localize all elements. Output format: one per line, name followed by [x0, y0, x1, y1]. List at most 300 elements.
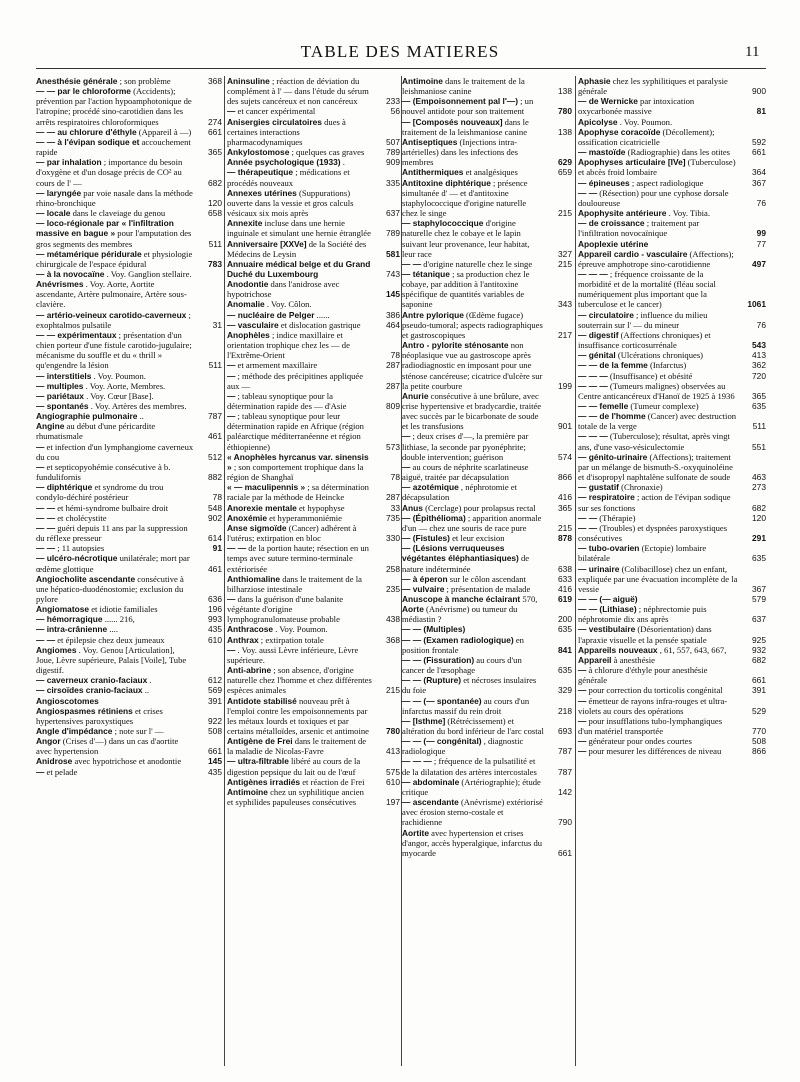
page-reference: 635 — [752, 401, 766, 411]
entry-heading: — intra-crânienne — [36, 624, 108, 635]
entry-text: et dislocation gastrique — [278, 319, 361, 330]
entry-heading: Antithermiques — [402, 167, 464, 178]
index-entry — [402, 259, 572, 269]
entry-text: ; fréquence de la pulsatilité et de la dilatation des artères intercostales — [402, 756, 537, 777]
page-reference: 199 — [558, 380, 572, 391]
entry-text: .. — [142, 685, 150, 696]
page-reference: 215 — [558, 208, 572, 219]
index-entry — [227, 624, 400, 634]
entry-heading: Annuaire médical belge et du Grand Duché du Luxembourg — [227, 258, 371, 279]
entry-heading: Aorte — [402, 604, 424, 615]
entry-text: à anesthésie — [611, 654, 655, 665]
entry-heading: — — — [36, 543, 56, 554]
entry-text: générateur pour ondes courtes — [586, 736, 692, 747]
entry-heading: — génito-urinaire — [578, 451, 648, 462]
page-title: TABLE DES MATIERES — [300, 42, 500, 61]
page-reference: 367 — [752, 177, 766, 188]
entry-text: ; présentation d'un chien porteur d'une fistule carotido-jugulaire; mécanisme du souffle et du « thrill » qu'engendre la lésion — [36, 329, 192, 371]
page-reference: 81 — [756, 106, 766, 117]
index-entry — [402, 594, 572, 604]
entry-text: et idiotie familiales — [89, 604, 158, 615]
entry-heading: — — — — [578, 268, 608, 279]
entry-text: avec hypertension et crises d'angor, accès hyperalgique, infarctus du myocarde — [402, 827, 543, 858]
entry-text: ; médications et procédés nouveaux — [227, 167, 350, 188]
index-entry — [227, 259, 400, 279]
entry-heading: — ascendante — [402, 797, 459, 808]
page-reference: 364 — [752, 167, 766, 178]
entry-heading: — — — [36, 502, 56, 513]
page-reference: 579 — [752, 593, 766, 604]
entry-text: (Œdème fugace) pseudo-tumoral; aspects radiographiques et gastroscopiques — [402, 309, 543, 340]
page-reference: 215 — [558, 258, 572, 269]
page-reference: 659 — [558, 167, 572, 178]
index-entry — [402, 117, 572, 137]
index-entry — [578, 594, 766, 604]
page-reference: 233 — [386, 96, 400, 107]
page-reference: 200 — [558, 614, 572, 625]
index-entry — [402, 574, 572, 584]
page-reference: 76 — [756, 197, 766, 208]
entry-heading: — — (— aiguë) — [578, 593, 638, 604]
entry-text: ; deux crises d'—, la première par lithiase, la seconde par pyonéphrite; double intervention; guérison — [402, 431, 529, 462]
entry-text: . Voy. Tibia. — [666, 208, 710, 219]
entry-heading: Antigène de Frei — [227, 736, 293, 747]
page-reference: 619 — [558, 593, 572, 604]
entry-heading: — — [36, 766, 45, 777]
entry-text: (Désorientation) dans l'apraxie visuelle et la pensée spatiale — [578, 624, 712, 645]
entry-text: ; réaction de déviation du complément à l' — dans l'étude du sérum des sujets cancéreux et non cancéreux — [227, 76, 369, 107]
index-entry — [36, 503, 222, 513]
entry-text: ; influence du milieu souterrain sur l' — du mineur — [578, 309, 708, 330]
page-reference: 31 — [212, 319, 222, 330]
page-reference: 463 — [752, 472, 766, 483]
entry-text: (Tumeur complexe) — [628, 401, 699, 411]
index-entry — [227, 106, 400, 116]
index-entry — [227, 594, 400, 624]
page-reference: 661 — [752, 147, 766, 158]
entry-text: dans le claveiage du genou — [70, 208, 166, 219]
page-reference: 682 — [752, 654, 766, 665]
entry-heading: — — [36, 441, 45, 452]
entry-heading: — digestif — [578, 329, 619, 340]
entry-text: et hypophyse — [296, 502, 345, 513]
page-reference: 882 — [208, 472, 222, 483]
index-entry — [402, 391, 572, 432]
entry-text: et septicopyohémie consécutive à b. fundulifornis — [36, 461, 171, 483]
index-entry — [578, 685, 766, 695]
page-reference: 461 — [208, 563, 222, 574]
page-reference: 551 — [752, 441, 766, 452]
entry-heading: — ulcéro-nécrotique — [36, 553, 118, 564]
page-reference: 581 — [386, 248, 400, 259]
entry-heading: Anidrose — [36, 756, 73, 767]
index-entry — [36, 411, 222, 421]
index-column-4 — [578, 76, 766, 1066]
entry-heading: — — [402, 431, 411, 442]
entry-text: (Accidents); prévention par l'action hypoamphotonique de l'atropine; procédé sino-carotidien dans les arrêts respiratoires chloroformiques — [36, 86, 192, 127]
page-reference: 787 — [558, 766, 572, 777]
page-reference: 215 — [558, 522, 572, 533]
index-entry — [402, 340, 572, 391]
entry-text: (Troubles) et dyspnées paroxystiques consécutives — [578, 522, 728, 544]
index-entry — [36, 127, 222, 137]
entry-heading: — — (Examen radiologique) — [402, 634, 514, 645]
entry-heading: — — — [36, 512, 56, 523]
index-entry — [227, 736, 400, 756]
index-entry — [227, 279, 400, 299]
entry-heading: Aortite — [402, 827, 429, 838]
page-reference: 932 — [752, 644, 766, 655]
page-reference: 330 — [386, 533, 400, 544]
page-reference: 138 — [558, 126, 572, 137]
index-entry — [36, 157, 222, 187]
entry-heading: — — — — [578, 370, 608, 381]
page-reference: 993 — [208, 614, 222, 625]
page-reference: 291 — [752, 533, 766, 544]
index-entry — [402, 716, 572, 736]
entry-text: , 61, 557, 643, 667, — [657, 644, 727, 655]
entry-text: consécutive à une brûlure, avec crise hypertensive et bradycardie, traitée avec succès par le bicarbonate de soude et les transfusions — [402, 390, 542, 432]
page-reference: 508 — [752, 736, 766, 747]
entry-text: dans le traitement de la leishmaniose canine — [402, 76, 525, 97]
index-entry — [578, 350, 766, 360]
entry-text: et cancer expérimental — [235, 106, 316, 117]
page-reference: 287 — [386, 360, 400, 371]
page-reference: 790 — [558, 817, 572, 828]
entry-text: d'origine naturelle chez le singe — [421, 258, 533, 269]
index-entry — [402, 736, 572, 756]
index-entry — [227, 696, 400, 737]
entry-heading: — — [227, 644, 236, 655]
index-entry — [227, 239, 400, 259]
entry-heading: — ultra-filtrable — [227, 756, 289, 767]
page-reference: 637 — [386, 208, 400, 219]
entry-heading: Antimoine — [402, 76, 443, 86]
page-reference: 866 — [752, 746, 766, 757]
entry-heading: — — [227, 593, 236, 604]
index-entry — [402, 604, 572, 624]
index-entry — [36, 462, 222, 482]
entry-heading: Anomalie — [227, 299, 265, 310]
entry-heading: — respiratoire — [578, 492, 635, 503]
index-entry — [402, 777, 572, 797]
index-entry — [227, 523, 400, 543]
header-rule — [36, 68, 766, 69]
entry-text: (Appareil à —) — [136, 126, 192, 137]
page-reference: 866 — [558, 472, 572, 483]
entry-text: (Tuberculose); résultat, après vingt ans, d'une vaso-vésiculectomie — [578, 431, 730, 452]
page-reference: 512 — [208, 451, 222, 462]
entry-text: . Voy. Aorte, Membres. — [83, 380, 166, 391]
page-reference: 633 — [558, 573, 572, 584]
page-reference: 77 — [756, 238, 766, 249]
page-reference: 78 — [390, 350, 400, 361]
entry-heading: — — (Lithiase) — [578, 604, 637, 615]
index-entry — [36, 553, 222, 573]
entry-text: . Voy. Poumon. — [273, 624, 328, 635]
entry-heading: — (Fistules) — [402, 533, 450, 544]
index-entry — [578, 208, 766, 218]
page-reference: 529 — [752, 705, 766, 716]
entry-text: ; sa détermination raciale par la méthode de Heincke — [227, 482, 369, 503]
page-reference: 780 — [386, 726, 400, 736]
page-reference: 661 — [208, 126, 222, 137]
entry-text: incluse dans une hernie inguinale et simulant une hernie étranglée — [227, 218, 371, 239]
page-reference: 56 — [390, 106, 400, 117]
index-entry — [402, 797, 572, 827]
entry-text: et infection d'un lymphangiome caverneux du cou — [36, 441, 194, 462]
entry-heading: — (Lésions verruqueuses végétantes éléphantiasiques) — [402, 543, 519, 564]
page-reference: 413 — [752, 350, 766, 361]
entry-heading: — — [578, 665, 587, 676]
page-reference: 925 — [752, 634, 766, 645]
page-reference: 362 — [752, 360, 766, 371]
entry-text: ; importance du besoin d'oxygène et d'un dosage précis de CO² au cours de l' — — [36, 157, 183, 188]
entry-heading: — — — [402, 258, 422, 269]
entry-text: ; présentation de malade — [444, 583, 531, 594]
page-reference: 635 — [558, 665, 572, 676]
page-reference: 145 — [386, 289, 400, 300]
entry-text: ; son comportement trophique dans la région de Shanghaï — [227, 461, 364, 483]
entry-text: . Voy. Ganglion stellaire. — [104, 268, 192, 279]
index-entry — [402, 178, 572, 219]
index-entry — [578, 310, 766, 330]
entry-text: ; tableau synoptique pour leur détermination rapide en Afrique (région paléarctique méditerranéenne et région éthiopienne) — [227, 411, 364, 452]
entry-text: et analgésiques — [463, 167, 518, 178]
index-entry — [227, 482, 400, 502]
entry-text: unilatérale; mort par œdème glottique — [36, 553, 190, 574]
entry-text: et cholécystite — [55, 512, 107, 523]
entry-heading: Anse sigmoïde — [227, 522, 287, 533]
entry-text: (Affections); traitement par un mélange de bismuth-S.-oxyquinoléine et d'isopropyl naphtalène sulfonate de soude — [578, 451, 733, 483]
entry-heading: Anthiomaline — [227, 573, 281, 584]
entry-heading: Angiographie pulmonaire — [36, 411, 138, 422]
entry-heading: — — de l'homme — [578, 411, 646, 422]
entry-heading: Année psychologique (1933) — [227, 157, 341, 168]
page-reference: 365 — [558, 502, 572, 513]
entry-heading: — — [36, 461, 45, 472]
entry-heading: Apoplexie utérine — [578, 238, 649, 249]
entry-text: et nécroses insulaires du foie — [402, 675, 537, 696]
entry-heading: — métamérique péridurale — [36, 248, 142, 259]
index-entry — [402, 218, 572, 259]
page-reference: 661 — [558, 847, 572, 858]
page-reference: 789 — [386, 228, 400, 239]
page-reference: 900 — [752, 86, 766, 97]
page-reference: 99 — [756, 228, 766, 239]
entry-heading: Angiospasmes rétiniens — [36, 705, 133, 716]
index-entry — [578, 401, 766, 411]
index-entry — [36, 381, 222, 391]
entry-text: ; présence simultanée d' — et d'antitoxine staphylococcique d'origine naturelle chez le singe — [402, 177, 528, 219]
entry-text: (Artériographie); étude critique — [402, 776, 541, 797]
entry-text: (Anévrisme) extériorisé avec érosion sterno-costale et rachidienne — [402, 797, 543, 828]
index-entry — [578, 665, 766, 685]
index-entry — [578, 411, 766, 431]
entry-heading: Anti-abrine — [227, 665, 272, 676]
index-entry — [36, 706, 222, 726]
entry-text: .. — [137, 411, 144, 422]
index-entry — [578, 381, 766, 401]
index-entry — [36, 391, 222, 401]
index-entry — [227, 645, 400, 665]
index-entry — [578, 452, 766, 482]
entry-heading: — — (Fissuration) — [402, 654, 475, 665]
entry-heading: — épineuses — [578, 177, 630, 188]
index-entry — [578, 696, 766, 716]
page-reference: 783 — [208, 258, 222, 269]
page-reference: 638 — [558, 563, 572, 574]
page-reference: 464 — [386, 319, 400, 330]
index-entry — [402, 513, 572, 533]
index-entry — [402, 482, 572, 502]
entry-heading: — spontanés — [36, 401, 89, 411]
entry-text: (Ectopie) lombaire bilatérale — [578, 543, 707, 564]
entry-text: (Cerclage) pour prolapsus rectal — [422, 502, 536, 513]
entry-heading: — — expérimentaux — [36, 329, 117, 340]
entry-text: . — [147, 675, 152, 686]
entry-heading: — — — — [578, 380, 608, 391]
index-entry — [402, 655, 572, 675]
page-reference: 368 — [386, 634, 400, 645]
index-entry — [402, 828, 572, 858]
index-entry — [402, 533, 572, 543]
entry-heading: — — [227, 411, 236, 422]
entry-heading: Anisergies circulatoires — [227, 116, 322, 127]
index-entry — [36, 482, 222, 502]
index-entry — [402, 503, 572, 513]
index-entry — [402, 96, 572, 116]
entry-text: , diagnostic radiologique — [402, 736, 524, 757]
page-reference: 693 — [558, 726, 572, 736]
index-entry — [578, 523, 766, 543]
entry-text: ; sa production chez le cobaye, par addition à l'antitoxine spécifique de quantités variables de saponine — [402, 268, 530, 310]
page-reference: 1061 — [747, 299, 766, 310]
entry-text: ; exophtalmos pulsatile — [36, 309, 191, 330]
entry-text: et leur excision — [449, 533, 505, 544]
index-entry — [402, 696, 572, 716]
entry-heading: Angine — [36, 421, 65, 432]
entry-heading: — [Composés nouveaux] — [402, 116, 503, 127]
page-reference: 901 — [558, 421, 572, 432]
entry-text: et pelade — [44, 766, 78, 777]
index-entry — [402, 167, 572, 177]
entry-heading: — — par le chloroforme — [36, 86, 131, 97]
entry-text: d'origine naturelle chez le cobaye et le lapin suivant leur provenance, leur habitat, leur race — [402, 218, 530, 259]
entry-text: . Voy. Genou [Articulation], Joue, Lèvre supérieure, Palais [Voile], Tube digestif. — [36, 644, 187, 676]
page-reference: 507 — [386, 136, 400, 147]
page-reference: 235 — [386, 583, 400, 594]
entry-heading: — — [578, 695, 587, 706]
entry-heading: — mastoïde — [578, 147, 626, 158]
page-reference: 327 — [558, 248, 572, 259]
index-entry — [402, 137, 572, 167]
entry-heading: — urinaire — [578, 563, 620, 574]
entry-text: ; apparition anormale d'un — chez une souris de race pure — [402, 512, 542, 533]
entry-heading: — nucléaire de Pelger — [227, 309, 315, 320]
entry-heading: — — — [36, 522, 56, 533]
entry-text: (Tuberculose) et abcès froid lombaire — [578, 157, 736, 178]
index-entry — [578, 127, 766, 147]
entry-text: , néphrotomie et décapsulation — [402, 482, 518, 503]
entry-text: (Infarctus) — [647, 360, 687, 371]
index-entry — [36, 76, 222, 86]
page-reference: 508 — [208, 726, 222, 736]
entry-text: et hémi-syndrome bulbaire droit — [55, 502, 169, 513]
index-entry — [402, 462, 572, 482]
page-reference: 343 — [558, 299, 572, 310]
page-reference: 386 — [386, 309, 400, 320]
entry-text: (Affections chroniques) et insuffisance corticosurrénale — [578, 329, 711, 351]
entry-heading: Apophyse coracoïde — [578, 126, 661, 137]
page-reference: 197 — [386, 797, 400, 808]
index-entry — [402, 431, 572, 461]
entry-heading: — — — [36, 634, 56, 645]
entry-text: accouchement rapide — [36, 136, 191, 158]
index-entry — [578, 330, 766, 350]
entry-heading: Angioscotomes — [36, 695, 99, 706]
page-reference: 33 — [390, 502, 400, 513]
entry-heading: — — — [227, 543, 247, 554]
entry-heading: Antigènes irradiés — [227, 776, 301, 787]
entry-heading: Apicolyse — [578, 116, 618, 127]
index-entry — [36, 675, 222, 685]
entry-heading: Antiseptiques — [402, 136, 458, 147]
entry-text: (Rétrécissement) et altération du bord inférieur de l'arc costal — [402, 715, 544, 736]
entry-heading: — pariétaux — [36, 390, 84, 401]
page-reference: 735 — [386, 512, 400, 523]
entry-text: et armement maxillaire — [235, 360, 318, 371]
entry-heading: Anuscope à manche éclairant — [402, 593, 521, 604]
entry-text: pour l'amputation des gros segments des membres — [36, 228, 192, 249]
page-reference: 217 — [558, 329, 572, 340]
page-reference: 635 — [558, 624, 572, 635]
index-entry — [578, 543, 766, 563]
entry-text: ; 11 autopsies — [55, 543, 105, 554]
entry-text: au début d'une péricardite rhumatismale — [36, 421, 156, 442]
index-entry — [227, 787, 400, 807]
page-reference: 258 — [386, 563, 400, 574]
entry-heading: Anthracose — [227, 624, 274, 635]
entry-heading: Anophèles — [227, 329, 270, 340]
entry-heading: Appareil — [578, 654, 612, 665]
entry-text: de nature indéterminée — [402, 553, 530, 574]
entry-text: par intoxication oxycarbonée massive — [578, 96, 695, 117]
entry-heading: — diphtérique — [36, 482, 93, 493]
page-reference: 661 — [208, 746, 222, 757]
page-reference: 329 — [558, 685, 572, 696]
entry-text: consécutive à une hépatico-duodénostomie; exclusion du pylore — [36, 573, 184, 604]
index-entry — [578, 716, 766, 736]
index-entry — [36, 188, 222, 208]
entry-text: ; son problème — [117, 76, 171, 86]
entry-heading: Angiomatose — [36, 604, 90, 615]
page-reference: 575 — [386, 766, 400, 777]
entry-text: au cours d'un infarctus massif du rein droit — [402, 695, 530, 716]
entry-heading: — vulvaire — [402, 583, 445, 594]
entry-heading: — génital — [578, 350, 616, 361]
index-entry — [227, 117, 400, 147]
page-reference: 743 — [386, 268, 400, 279]
index-entry — [578, 269, 766, 310]
entry-text: par voie nasale dans la méthode rhino-bronchique — [36, 187, 193, 208]
index-entry — [227, 147, 400, 157]
page-reference: 287 — [386, 492, 400, 503]
entry-heading: — circulatoire — [578, 309, 634, 320]
page-reference: 548 — [208, 502, 222, 513]
index-entry — [227, 320, 400, 330]
entry-text: émetteur de rayons infra-rouges et ultra-violets au cours des opérations — [578, 695, 728, 716]
